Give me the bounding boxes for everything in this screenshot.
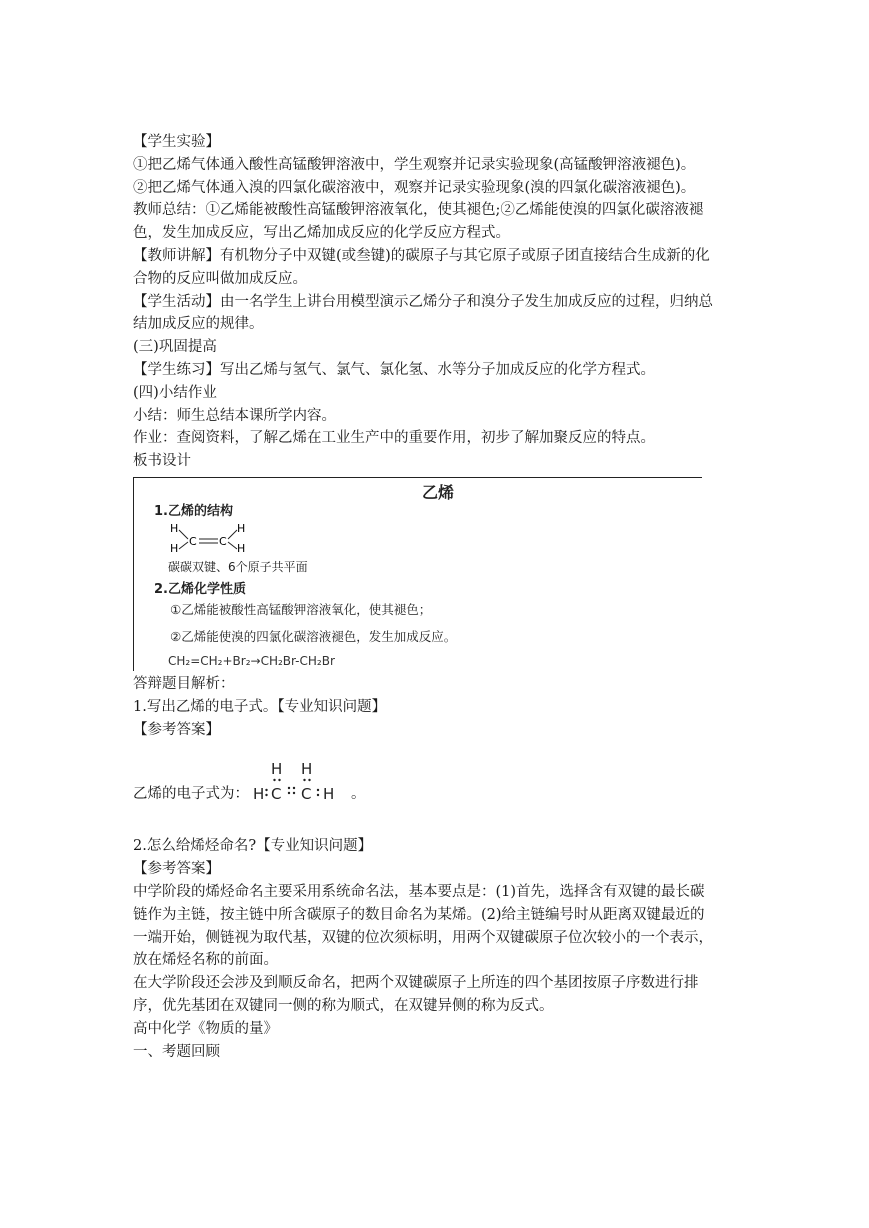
board-property-1: ①乙烯能被酸性高锰酸钾溶液氧化，使其褪色； <box>170 601 432 617</box>
text-line: 【学生实验】 <box>133 134 220 150</box>
text-line: 小结：师生总结本课所学内容。 <box>133 407 336 424</box>
ethylene-structural-formula <box>168 520 258 560</box>
answer-2-line: 序，优先基团在双键同一侧的称为顺式，在双键异侧的称为反式。 <box>133 997 554 1014</box>
text-line: (四)小结作业 <box>133 384 217 401</box>
blackboard-design-image <box>133 477 702 671</box>
answer-label: 【参考答案】 <box>133 721 220 738</box>
text-line: 作业：查阅资料，了解乙烯在工业生产中的重要作用，初步了解加聚反应的特点。 <box>133 430 655 447</box>
board-title: 乙烯 <box>422 482 455 502</box>
text-line: 【学生练习】写出乙烯与氢气、氯气、氯化氢、水等分子加成反应的化学方程式。 <box>133 361 655 378</box>
text-line: ②把乙烯气体通入溴的四氯化碳溶液中，观察并记录实验现象(溴的四氯化碳溶液褪色)。 <box>133 179 696 196</box>
lesson-top-text <box>133 131 743 473</box>
atom-h: H <box>323 785 335 804</box>
ethylene-electron-formula <box>251 759 351 805</box>
atom-h: H <box>170 521 179 535</box>
answer-2-line: 在大学阶段还会涉及到顺反命名，把两个双键碳原子上所连的四个基团按原子序数进行排 <box>133 975 699 992</box>
atom-c: C <box>219 534 227 548</box>
text-line: ①把乙烯气体通入酸性高锰酸钾溶液中，学生观察并记录实验现象(高锰酸钾溶液褪色)。 <box>133 156 696 173</box>
question-2: 2.怎么给烯烃命名?【专业知识问题】 <box>133 838 373 855</box>
text-line: 【教师讲解】有机物分子中双键(或叁键)的碳原子与其它原子或原子团直接结合生成新的化 <box>133 247 710 264</box>
atom-c: C <box>301 785 312 804</box>
board-heading-structure: 1.乙烯的结构 <box>154 503 233 519</box>
atom-c: C <box>189 534 197 548</box>
atom-h: H <box>253 785 265 804</box>
next-lesson-title: 高中化学《物质的量》 <box>133 1020 278 1037</box>
answer-1-suffix: 。 <box>351 785 366 802</box>
atom-c: C <box>271 785 282 804</box>
qa-section <box>133 673 743 1063</box>
document-page <box>133 131 743 1063</box>
text-line: 结加成反应的规律。 <box>133 316 264 333</box>
answer-2-line: 链作为主链，按主链中所含碳原子的数目命名为某烯。(2)给主链编号时从距离双键最近的 <box>133 906 705 923</box>
next-section-heading: 一、考题回顾 <box>133 1043 220 1060</box>
atom-h: H <box>170 541 179 555</box>
text-line: 合物的反应叫做加成反应。 <box>133 270 307 287</box>
atom-h: H <box>271 760 283 779</box>
board-note: 碳碳双键、6个原子共平面 <box>168 559 308 574</box>
text-line: 板书设计 <box>133 453 191 470</box>
text-line: 【学生活动】由一名学生上讲台用模型演示乙烯分子和溴分子发生加成反应的过程，归纳总 <box>133 293 713 310</box>
board-heading-properties: 2.乙烯化学性质 <box>154 581 246 597</box>
board-property-2: ②乙烯能使溴的四氯化碳溶液褪色，发生加成反应。 <box>170 628 457 644</box>
atom-h: H <box>237 541 246 555</box>
answer-1-prefix: 乙烯的电子式为： <box>133 785 249 802</box>
answer-label: 【参考答案】 <box>133 861 220 878</box>
answer-2-line: 中学阶段的烯烃命名主要采用系统命名法，基本要点是：(1)首先，选择含有双键的最长碳 <box>133 883 705 900</box>
qa-intro: 答辩题目解析： <box>133 675 235 692</box>
board-equation: CH₂=CH₂+Br₂→CH₂Br-CH₂Br <box>168 653 335 668</box>
text-line: 色，发生加成反应，写出乙烯加成反应的化学反应方程式。 <box>133 225 510 242</box>
electron-formula-line <box>133 741 743 805</box>
atom-h: H <box>237 521 246 535</box>
text-line: (三)巩固提高 <box>133 339 217 356</box>
answer-2-line: 一端开始，侧链视为取代基，双键的位次须标明，用两个双键碳原子位次较小的一个表示， <box>133 929 713 946</box>
text-line: 教师总结：①乙烯能被酸性高锰酸钾溶液氧化，使其褪色;②乙烯能使溴的四氯化碳溶液褪 <box>133 202 704 219</box>
question-1: 1.写出乙烯的电子式。【专业知识问题】 <box>133 698 387 715</box>
answer-2-line: 放在烯烃名称的前面。 <box>133 952 278 969</box>
atom-h: H <box>301 760 313 779</box>
